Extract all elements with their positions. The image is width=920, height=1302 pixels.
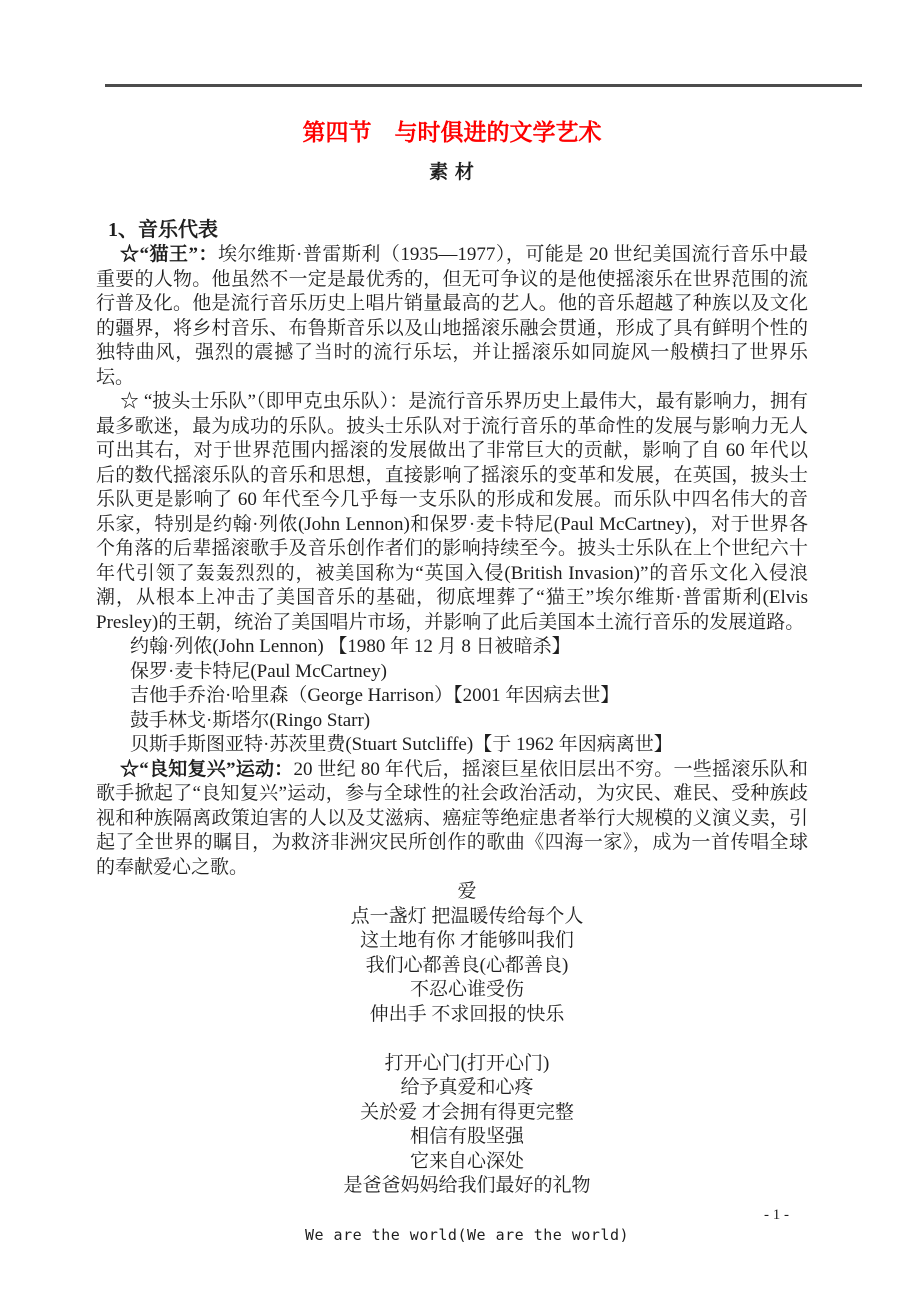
lyric-line: 爱 [457, 881, 477, 902]
song-lyrics [96, 880, 808, 1248]
lyric-line: 我们心都善良(心都善良) [365, 954, 569, 976]
paragraph-beatles [96, 390, 808, 635]
band-member-line: 贝斯手斯图亚特·苏茨里费(Stuart Sutcliffe)【于 1962 年因病离世】 [130, 734, 673, 755]
paragraph-elvis-body: 埃尔维斯·普雷斯利（1935—1977），可能是 20 世纪美国流行音乐中最重要的人物。他虽然不一定是最优秀的，但无可争议的是他使摇滚乐在世界范围的流行普及化。他是流行音乐历史上唱片销量最高的艺人。他的音乐超越了种族以及文化的疆界，将乡村音乐、布鲁斯音乐以及山地摇滚乐融会贯通，形成了具有鲜明个性的独特曲风，强烈的震撼了当时的流行乐坛，并让摇滚乐如同旋风一般横扫了世界乐坛。 [96, 244, 808, 388]
page-subtitle: 素 材 [429, 162, 475, 183]
lyric-line: 相信有股坚强 [409, 1126, 524, 1147]
lyrics-stanza-2 [126, 1052, 808, 1199]
header-divider-line [105, 84, 862, 87]
page-number: - 1 - [764, 1207, 789, 1223]
paragraph-elvis-lead: ☆“猫王”： [120, 244, 219, 265]
paragraph-conscience-revival-body: 20 世纪 80 年代后，摇滚巨星依旧层出不穷。一些摇滚乐队和歌手掀起了“良知复兴”运动，参与全球性的社会政治活动，为灾民、难民、受种族歧视和种族隔离政策迫害的人以及艾滋病、癌症等绝症患者举行大规模的义演义卖，引起了全世界的瞩目，为救济非洲灾民所创作的歌曲《四海一家》，成为一首传唱全球的奉献爱心之歌。 [96, 758, 808, 878]
band-member-line: 吉他手乔治·哈里森（George Harrison）【2001 年因病去世】 [130, 685, 620, 706]
lyric-english-line: We are the world(We are the world) [304, 1226, 630, 1244]
lyric-line: 不忍心谁受伤 [409, 979, 524, 1000]
paragraph-conscience-revival [96, 758, 808, 881]
paragraph-beatles-lead: ☆ “披头士乐队”（即甲克虫乐队）： [120, 391, 409, 412]
band-member-line: 保罗·麦卡特尼(Paul McCartney) [130, 660, 387, 682]
band-member-line: 鼓手林戈·斯塔尔(Ringo Starr) [130, 709, 371, 731]
page-title: 第四节 与时俱进的文学艺术 [302, 120, 602, 145]
paragraph-conscience-revival-lead: ☆“良知复兴”运动： [120, 758, 294, 780]
band-member-line: 约翰·列侬(John Lennon) 【1980 年 12 月 8 日被暗杀】 [130, 636, 571, 657]
lyric-line: 关於爱 才会拥有得更完整 [360, 1101, 574, 1123]
lyric-line: 这土地有你 才能够叫我们 [360, 930, 574, 951]
lyric-line: 伸出手 不求回报的快乐 [369, 1003, 565, 1025]
section-heading: 1、音乐代表 [108, 219, 218, 241]
lyric-line: 点一盏灯 把温暖传给每个人 [350, 905, 584, 927]
paragraph-beatles-body: 是流行音乐界历史上最伟大，最有影响力，拥有最多歌迷，最为成功的乐队。披头士乐队对于流行音乐的革命性的发展与影响力无人可出其右，对于世界范围内摇滚的发展做出了非常巨大的贡献，影响了自 60 年代以后的数代摇滚乐队的音乐和思想，直接影响了摇滚乐的变革和发展，在英国，披头士乐队更是影响了 60 年代至今几乎每一支乐队的形成和发展。而乐队中四名伟大的音乐家，特别是约翰·列侬(John Lennon)和保罗·麦卡特尼(Paul McCartney)，对于世界各个角落的后辈摇滚歌手及音乐创作者们的影响持续至今。披头士乐队在上个世纪六十年代引领了轰轰烈烈的，被美国称为“英国入侵(British Invasion)”的音乐文化入侵浪潮，从根本上冲击了美国音乐的基础，彻底埋葬了“猫王”埃尔维斯·普雷斯利(Elvis Presley)的王朝，统治了美国唱片市场，并影响了此后美国本土流行音乐的发展道路。 [96, 391, 808, 633]
document-content [96, 118, 808, 1248]
paragraph-elvis [96, 243, 808, 390]
lyric-line: 给予真爱和心疼 [400, 1077, 534, 1098]
lyric-line: 它来自心深处 [409, 1150, 524, 1172]
lyrics-stanza-1 [126, 880, 808, 1027]
lyric-line: 是爸爸妈妈给我们最好的礼物 [343, 1175, 591, 1196]
lyric-line: 打开心门(打开心门) [384, 1052, 550, 1074]
